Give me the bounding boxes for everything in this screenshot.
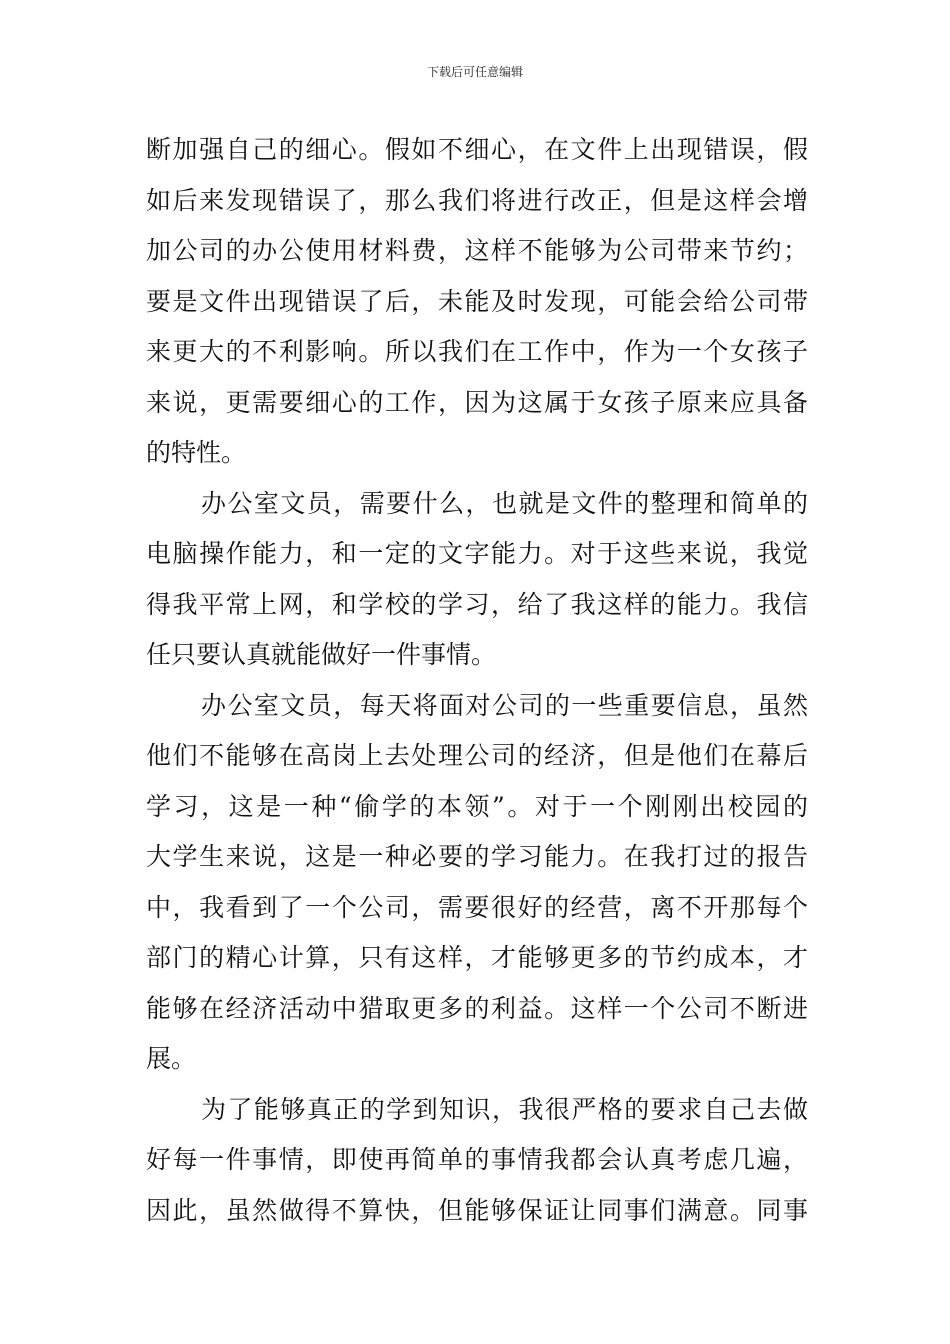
text-line: 加公司的办公使用材料费，这样不能够为公司带来节约； xyxy=(146,236,808,265)
text-line: 电脑操作能力，和一定的文字能力。对于这些来说，我觉 xyxy=(146,539,808,568)
document-body xyxy=(146,125,808,1236)
text-line: 好每一件事情，即使再简单的事情我都会认真考虑几遍， xyxy=(146,1145,808,1174)
paragraph-first-line: 办公室文员，需要什么，也就是文件的整理和简单的 xyxy=(201,488,808,518)
text-line: 如后来发现错误了，那么我们将进行改正，但是这样会增 xyxy=(146,185,808,215)
text-line: 因此，虽然做得不算快，但能够保证让同事们满意。同事 xyxy=(146,1195,808,1225)
text-line: 来说，更需要细心的工作，因为这属于女孩子原来应具备 xyxy=(146,387,808,417)
text-line: 得我平常上网，和学校的学习，给了我这样的能力。我信 xyxy=(146,589,808,619)
text-line: 来更大的不利影响。所以我们在工作中，作为一个女孩子 xyxy=(146,337,808,366)
text-line: 学习，这是一种“偷学的本领”。对于一个刚刚出校园的 xyxy=(146,791,808,821)
text-line: 中，我看到了一个公司，需要很好的经营，离不开那每个 xyxy=(146,892,808,922)
text-line: 展。 xyxy=(146,1044,197,1073)
text-line: 断加强自己的细心。假如不细心，在文件上出现错误，假 xyxy=(146,135,808,164)
page-header-note: 下载后可任意编辑 xyxy=(426,65,523,79)
paragraph-first-line: 办公室文员，每天将面对公司的一些重要信息，虽然 xyxy=(201,690,808,720)
text-line: 的特性。 xyxy=(146,438,247,467)
text-line: 任只要认真就能做好一件事情。 xyxy=(146,640,497,669)
text-line: 大学生来说，这是一种必要的学习能力。在我打过的报告 xyxy=(146,842,808,871)
text-line: 部门的精心计算，只有这样，才能够更多的节约成本，才 xyxy=(146,943,808,972)
text-line: 能够在经济活动中猎取更多的利益。这样一个公司不断进 xyxy=(146,993,808,1023)
paragraph-first-line: 为了能够真正的学到知识，我很严格的要求自己去做 xyxy=(201,1094,808,1124)
text-line: 他们不能够在高岗上去处理公司的经济，但是他们在幕后 xyxy=(146,741,808,770)
text-line: 要是文件出现错误了后，未能及时发现，可能会给公司带 xyxy=(146,286,808,316)
